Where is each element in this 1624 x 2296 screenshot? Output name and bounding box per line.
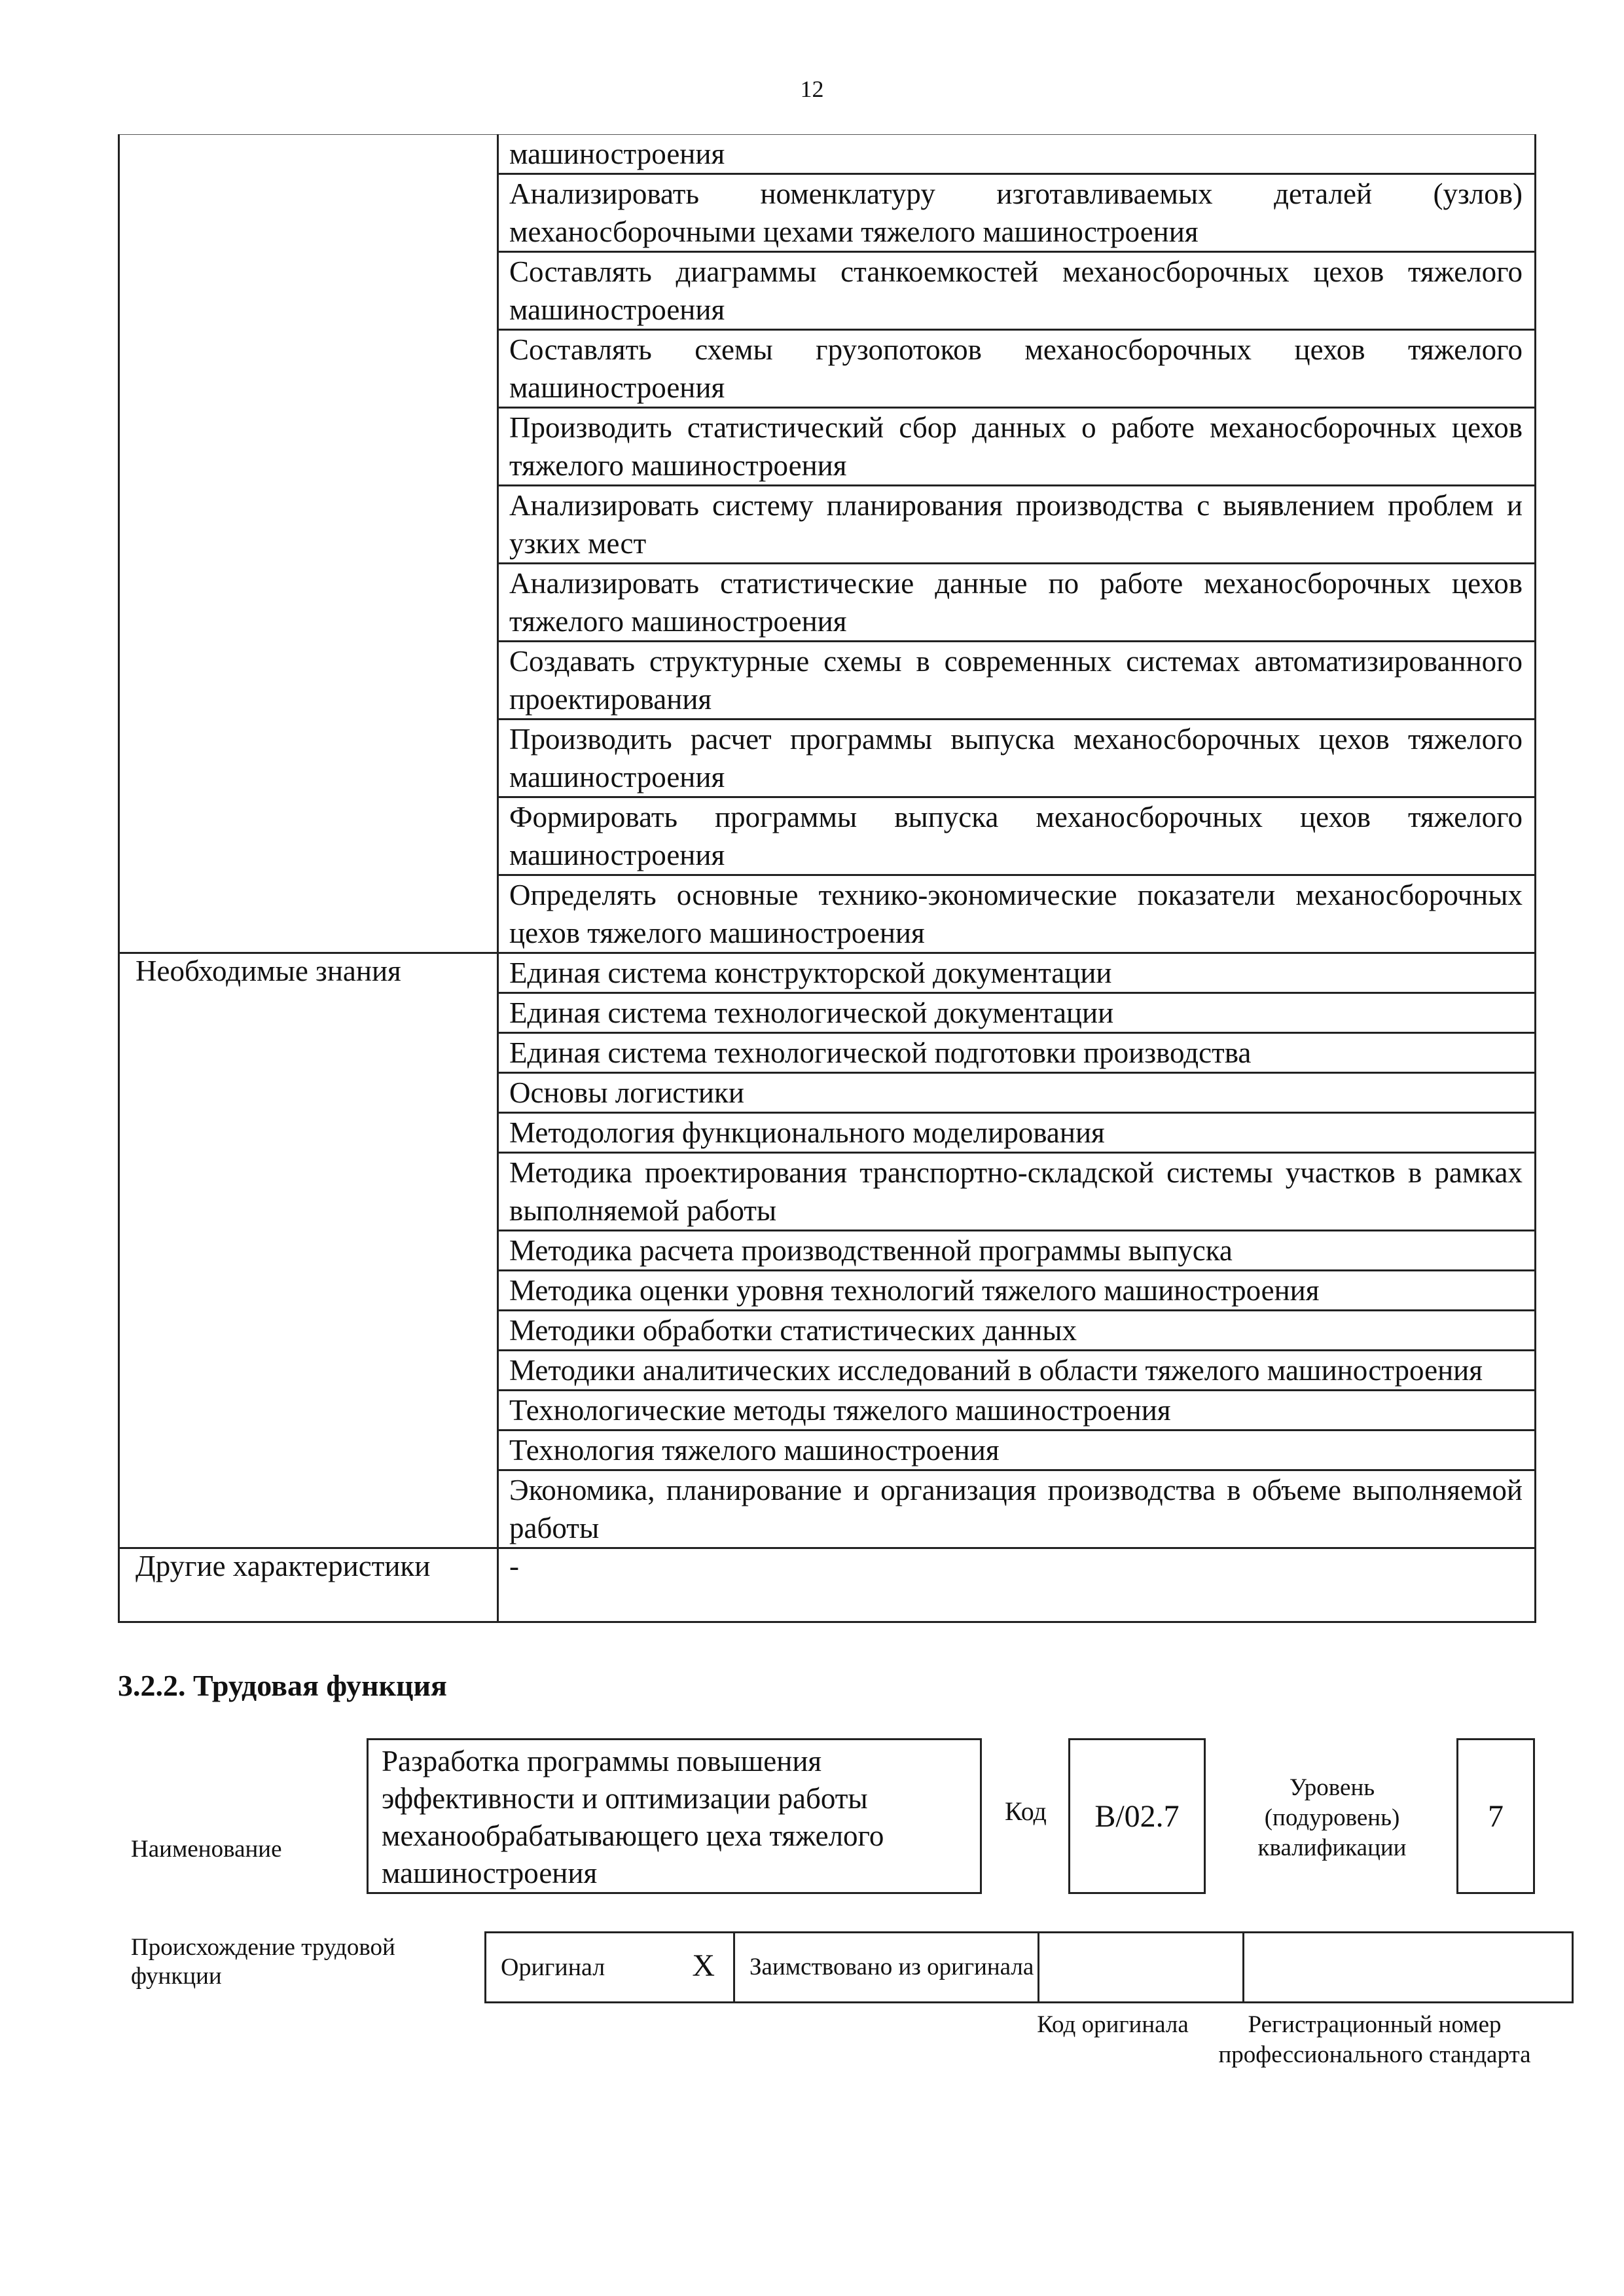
knowledge-item: Экономика, планирование и организация производства в объеме выполняемой работы bbox=[498, 1470, 1536, 1548]
knowledge-item: Технологические методы тяжелого машиностроения bbox=[498, 1391, 1536, 1430]
knowledge-item: Методика проектирования транспортно-складской системы участков в рамках выполняемой работы bbox=[498, 1153, 1536, 1231]
qualification-level-label: Уровень (подуровень) квалификации bbox=[1257, 1774, 1407, 1861]
name-label: Наименование bbox=[131, 1836, 282, 1863]
skill-item: Определять основные технико-экономические показатели механосборочных цехов тяжелого машиностроения bbox=[498, 875, 1536, 953]
table-row bbox=[119, 1548, 1536, 1622]
knowledge-item: Методология функционального моделирования bbox=[498, 1113, 1536, 1153]
other-characteristics-label: Другие характеристики bbox=[119, 1548, 498, 1622]
code-label: Код bbox=[1005, 1796, 1047, 1826]
skill-item: Анализировать систему планирования производства с выявлением проблем и узких мест bbox=[498, 486, 1536, 564]
section-title: 3.2.2. Трудовая функция bbox=[118, 1669, 447, 1702]
original-cell bbox=[486, 1933, 734, 2003]
origin-label: Происхождение трудовой функции bbox=[131, 1934, 395, 1990]
table-row bbox=[119, 953, 1536, 993]
origin-table bbox=[484, 1931, 1574, 2003]
skill-item: Производить расчет программы выпуска механосборочных цехов тяжелого машиностроения bbox=[498, 720, 1536, 797]
knowledge-label: Необходимые знания bbox=[119, 953, 498, 1548]
requirements-table bbox=[118, 134, 1536, 1623]
borrowed-label: Заимствовано из оригинала bbox=[734, 1933, 1039, 2003]
knowledge-item: Методики обработки статистических данных bbox=[498, 1311, 1536, 1351]
knowledge-item: Технология тяжелого машиностроения bbox=[498, 1430, 1536, 1470]
skill-item: Создавать структурные схемы в современных системах автоматизированного проектирования bbox=[498, 642, 1536, 720]
code-box: B/02.7 bbox=[1068, 1738, 1206, 1894]
page-number: 12 bbox=[800, 76, 824, 102]
table-row bbox=[119, 135, 1536, 174]
knowledge-item: Единая система технологической документации bbox=[498, 993, 1536, 1033]
knowledge-item: Основы логистики bbox=[498, 1073, 1536, 1113]
origin-code-cell bbox=[1039, 1933, 1244, 2003]
knowledge-item: Методики аналитических исследований в области тяжелого машиностроения bbox=[498, 1351, 1536, 1391]
function-name-box: Разработка программы повышения эффективности и оптимизации работы механообрабатывающего цеха тяжелого машиностроения bbox=[367, 1738, 982, 1894]
skill-item: Составлять схемы грузопотоков механосборочных цехов тяжелого машиностроения bbox=[498, 330, 1536, 408]
skill-item: Формировать программы выпуска механосборочных цехов тяжелого машиностроения bbox=[498, 797, 1536, 875]
skill-item: Анализировать номенклатуру изготавливаемых деталей (узлов) механосборочными цехами тяжелого машиностроения bbox=[498, 174, 1536, 252]
knowledge-item: Методика расчета производственной программы выпуска bbox=[498, 1231, 1536, 1271]
skill-item: Составлять диаграммы станкоемкостей механосборочных цехов тяжелого машиностроения bbox=[498, 252, 1536, 330]
origin-code-label: Код оригинала bbox=[1037, 2011, 1189, 2038]
knowledge-item: Единая система конструкторской документации bbox=[498, 953, 1536, 993]
other-characteristics-value: - bbox=[498, 1548, 1536, 1622]
knowledge-item: Методика оценки уровня технологий тяжелого машиностроения bbox=[498, 1271, 1536, 1311]
reg-number-cell bbox=[1244, 1933, 1573, 2003]
original-label: Оригинал bbox=[501, 1954, 605, 1981]
qualification-level-box: 7 bbox=[1456, 1738, 1535, 1894]
reg-number-label: Регистрационный номер профессионального стандарта bbox=[1218, 2011, 1531, 2068]
skill-item: машиностроения bbox=[498, 135, 1536, 174]
skills-label-cell bbox=[119, 135, 498, 953]
skill-item: Анализировать статистические данные по работе механосборочных цехов тяжелого машиностроения bbox=[498, 564, 1536, 642]
skill-item: Производить статистический сбор данных о работе механосборочных цехов тяжелого машиностроения bbox=[498, 408, 1536, 486]
knowledge-item: Единая система технологической подготовки производства bbox=[498, 1033, 1536, 1073]
original-mark: X bbox=[692, 1948, 715, 1983]
